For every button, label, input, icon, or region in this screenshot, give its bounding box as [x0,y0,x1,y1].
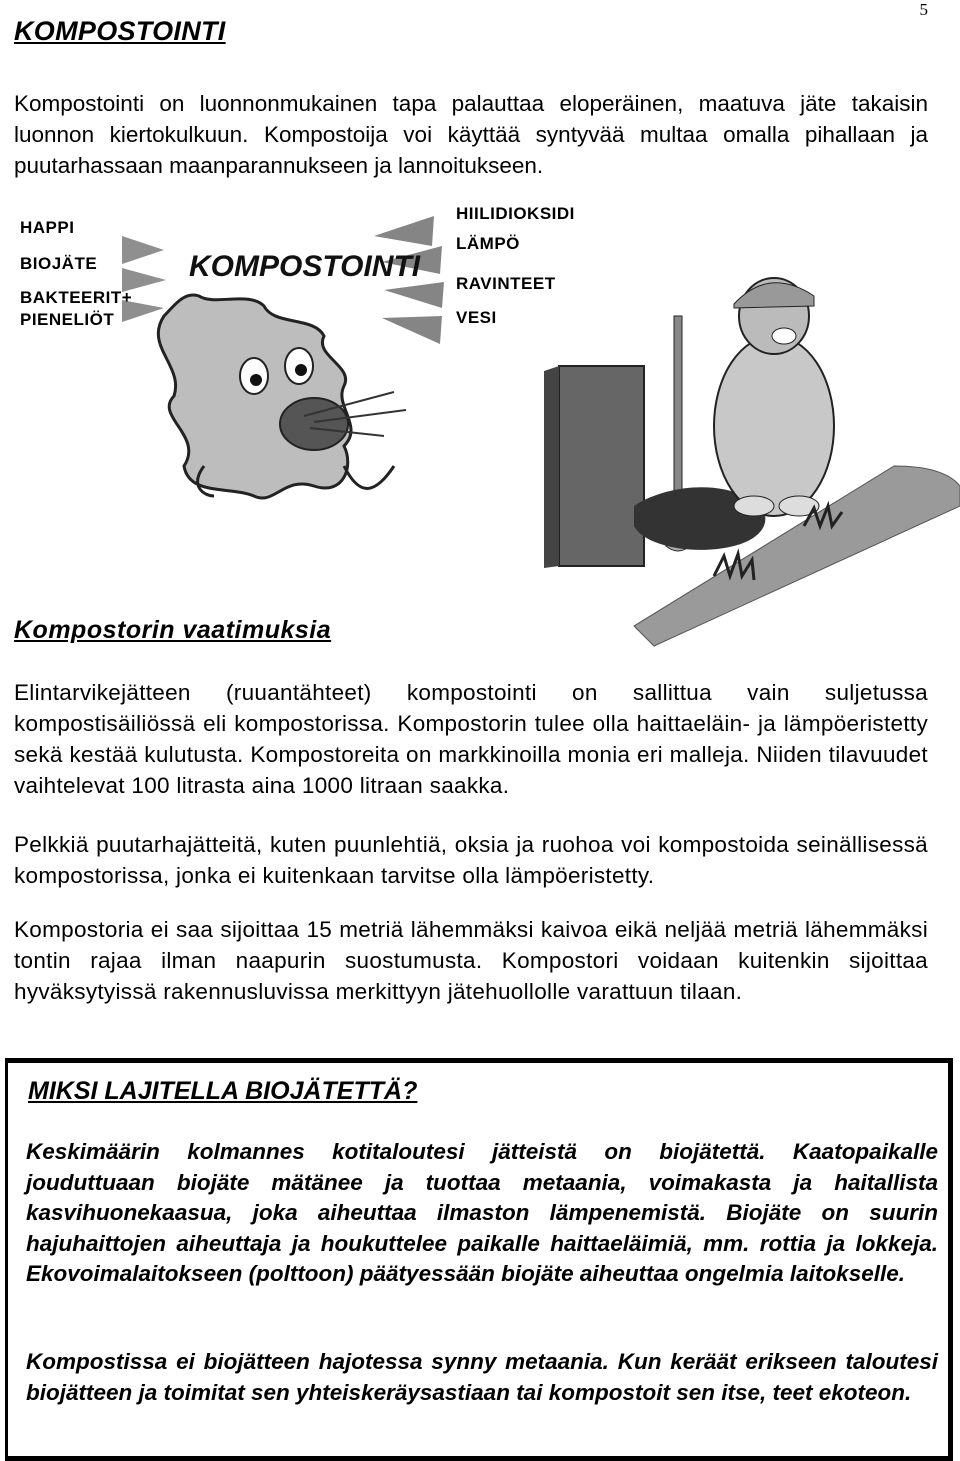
input-label-microorganisms: PIENELIÖT [20,310,115,329]
info-box [5,1058,953,1461]
input-label-bacteria: BAKTEERIT+ [20,288,133,307]
section-paragraph-3: Kompostoria ei saa sijoittaa 15 metriä lähemmäksi kaivoa eikä neljää metriä lähemmäksi tontin rajaa ilman naapurin suostumusta. Kompostori voidaan kuitenkin sijoittaa hyväksytyissä rakennusluvissa merkittyyn jätehuollolle varattuun tilaan. [14,917,928,1004]
info-box-paragraph-1: Keskimäärin kolmannes kotitaloutesi jätteistä on biojätettä. Kaatopaikalle jouduttuaan biojäte mätänee ja tuottaa metaania, voimakasta ja haitallista kasvihuonekaasua, joka aiheuttaa ilmaston lämpenemistä. Biojäte on suurin hajuhaittojen aiheuttaja ja houkuttelee paikalle haittaeläimiä, mm. rottia ja lokkeja. Ekovoimalaitokseen (polttoon) päätyessään biojäte aiheuttaa ongelmia laitokselle. [26,1139,938,1286]
output-label-water: VESI [456,308,497,327]
output-label-co2: HIILIDIOKSIDI [456,204,575,223]
page-number: 5 [919,0,928,19]
section-paragraph-1: Elintarvikejätteen (ruuantähteet) kompostointi on sallittua vain suljetussa kompostisäiliössä eli kompostorissa. Kompostorin tulee olla haittaeläin- ja lämpöeristetty sekä kestää kulutusta. Kompostoreita on markkinoilla monia eri malleja. Niiden tilavuudet vaihtelevat 100 litrasta aina 1000 litraan saakka. [14,680,928,798]
compost-bin [559,366,644,566]
illustration-drawing [14,196,960,648]
page-title: KOMPOSTOINTI [14,16,226,46]
composting-illustration [14,196,960,648]
info-box-paragraph-2: Kompostissa ei biojätteen hajotessa synny metaania. Kun keräät erikseen taloutesi biojätteen ja toimitat sen yhteiskeräysastiaan tai kompostoit sen itse, teet ekoteon. [26,1349,938,1405]
illustration-center-label: KOMPOSTOINTI [189,250,421,283]
info-box-heading: MIKSI LAJITELLA BIOJÄTETTÄ? [28,1077,418,1105]
gardener-figure [714,336,834,516]
microbe-body [158,295,351,498]
input-arrows [122,236,166,322]
input-label-biowaste: BIOJÄTE [20,254,98,273]
section-paragraph-2: Pelkkiä puutarhajätteitä, kuten puunlehtiä, oksia ja ruohoa voi kompostoida seinällisessä kompostorissa, jonka ei kuitenkaan tarvitse olla lämpöeristetty. [14,832,928,888]
output-label-heat: LÄMPÖ [456,234,520,253]
output-label-nutrients: RAVINTEET [456,274,556,293]
input-label-oxygen: HAPPI [20,218,75,237]
section-heading: Kompostorin vaatimuksia [14,616,332,644]
intro-paragraph: Kompostointi on luonnonmukainen tapa palauttaa eloperäinen, maatuva jäte takaisin luonnon kiertokulkuun. Kompostoija voi käyttää syntyvää multaa omalla pihallaan ja puutarhassaan maanparannukseen ja lannoitukseen. [14,91,928,178]
